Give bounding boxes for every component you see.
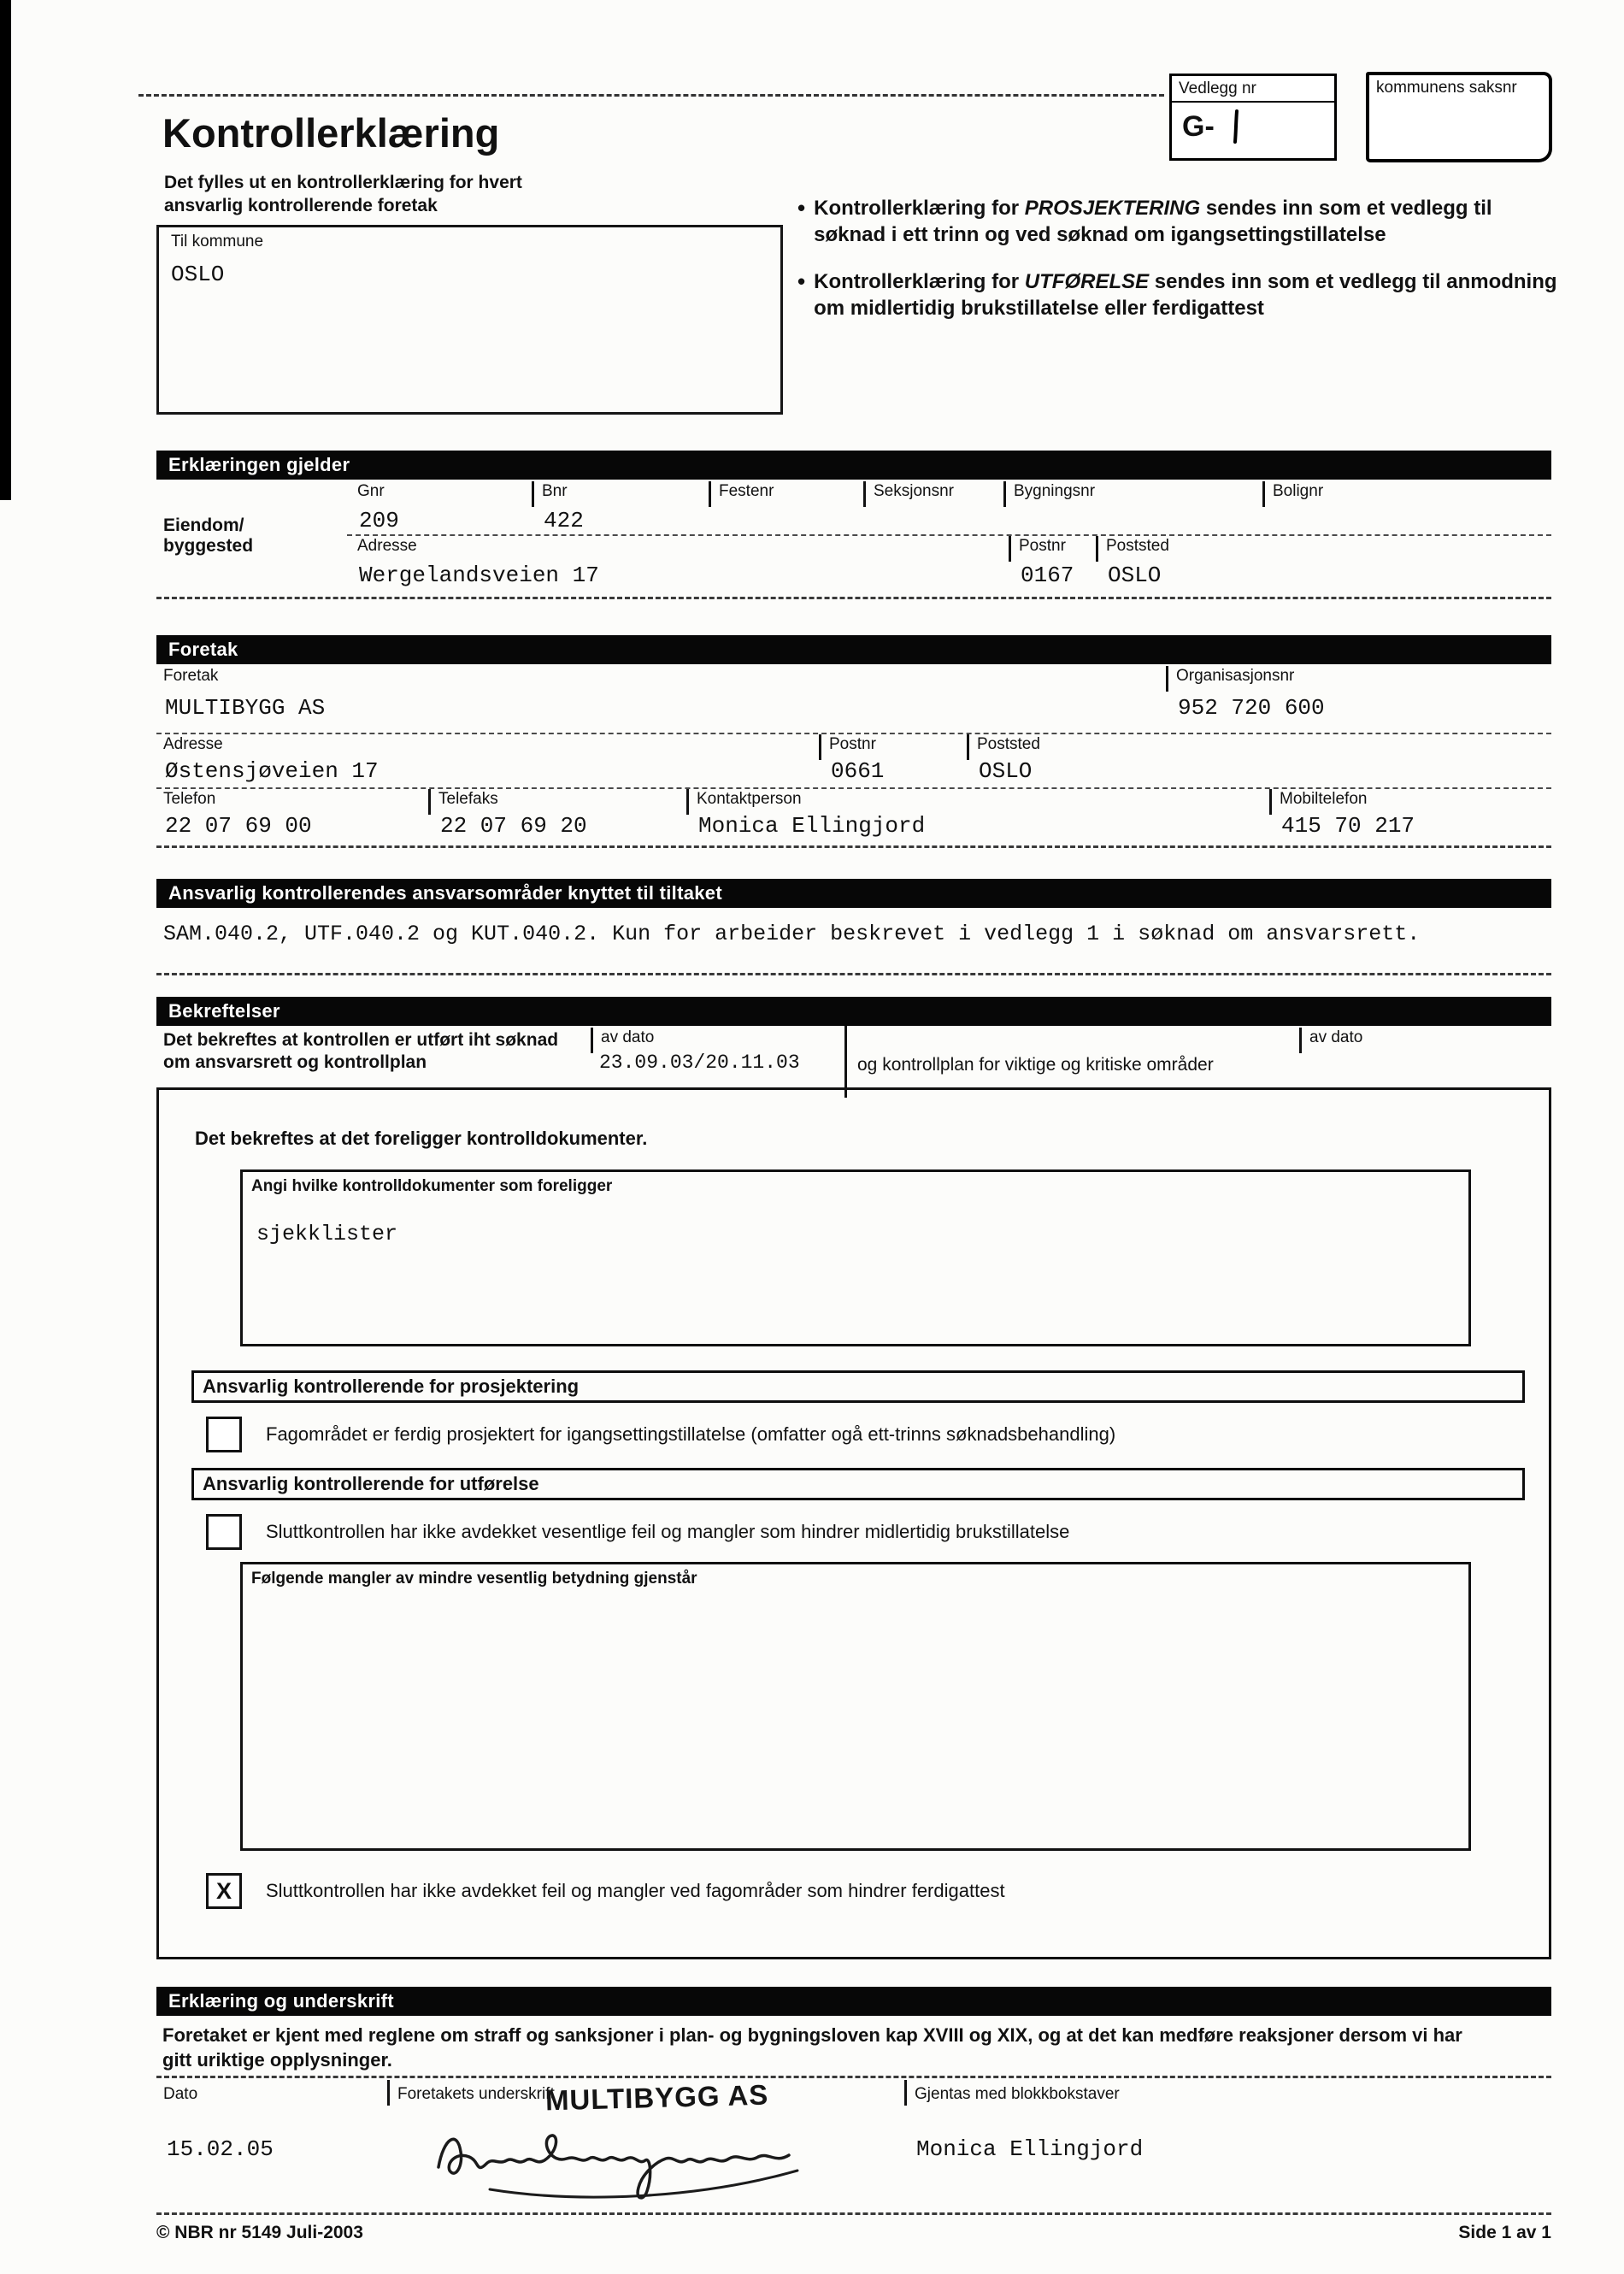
telefaks-value: 22 07 69 20 — [440, 813, 587, 839]
mobiltelefon-label: Mobiltelefon — [1280, 790, 1368, 808]
blokkbokstaver-cell — [904, 2078, 1551, 2213]
bolignr-label: Bolignr — [1273, 482, 1324, 500]
confirm2-text: og kontrollplan for viktige og kritiske områder — [857, 1055, 1214, 1075]
mangler-box — [240, 1562, 1471, 1851]
signature-handwriting — [430, 2114, 815, 2208]
foretak-poststed-cell — [967, 733, 1551, 787]
bullet2-pre: Kontrollerklæring for — [814, 270, 1025, 293]
mangler-box-label: Følgende mangler av mindre vesentlig betydning gjenstår — [251, 1570, 697, 1588]
telefon-cell — [156, 787, 428, 845]
eiendom-label-line1: Eiendom/ — [163, 515, 244, 535]
underskrift-label: Foretakets underskrift — [397, 2085, 555, 2103]
foretak-adresse-label: Adresse — [163, 735, 223, 753]
foretak-postnr-label: Postnr — [829, 735, 876, 753]
legal-text: Foretaket er kjent med reglene om straff og sanksjoner i plan- og bygningsloven kap XVIII og XIX, og at det kan medføre reaksjoner dersom vi har gitt uriktige opplysninger. — [162, 2024, 1462, 2071]
kontaktperson-cell — [686, 787, 1269, 845]
eiendom-adresse-label: Adresse — [357, 537, 417, 555]
eiendom-poststed-label: Poststed — [1106, 537, 1169, 555]
section-bar-foretak — [156, 635, 1551, 664]
eiendom-poststed-cell — [1096, 534, 1551, 597]
telefon-label: Telefon — [163, 790, 216, 808]
bullet1-em: PROSJEKTERING — [1024, 197, 1201, 220]
utforelse-check-row — [206, 1514, 1527, 1550]
orgnr-cell — [1166, 664, 1551, 733]
confirm2-cell — [857, 1026, 1295, 1086]
dok-box — [240, 1169, 1471, 1346]
eiendom-postnr-label: Postnr — [1019, 537, 1066, 555]
eiendom-poststed-value: OSLO — [1108, 563, 1162, 588]
eiendom-adresse-cell — [347, 534, 1009, 597]
foretak-navn-value: MULTIBYGG AS — [165, 695, 326, 721]
bnr-value: 422 — [544, 508, 584, 533]
telefaks-label: Telefaks — [438, 790, 498, 808]
kommunens-saksnr-box — [1366, 72, 1552, 162]
eiendom-table — [156, 480, 1551, 599]
section-title-bekreftelser: Bekreftelser — [168, 1000, 280, 1022]
til-kommune-label: Til kommune — [171, 233, 264, 250]
utforelse-subheader — [191, 1468, 1525, 1500]
prosjektering-subheader — [191, 1370, 1525, 1403]
kommunens-saksnr-label: kommunens saksnr — [1376, 79, 1517, 97]
footer-page-number: Side 1 av 1 — [1458, 2223, 1551, 2242]
section-title-foretak: Foretak — [168, 639, 238, 660]
festenr-label: Festenr — [719, 482, 774, 500]
bullet2-em: UTFØRELSE — [1024, 270, 1150, 293]
avdato1-value: 23.09.03/20.11.03 — [599, 1052, 800, 1074]
kontaktperson-label: Kontaktperson — [697, 790, 802, 808]
foretak-postnr-value: 0661 — [831, 758, 885, 784]
bekreftelser-box — [156, 1087, 1551, 1959]
ansvar-box — [156, 908, 1551, 975]
foretak-navn-label: Foretak — [163, 667, 219, 685]
kontaktperson-value: Monica Ellingjord — [698, 813, 926, 839]
dato-value: 15.02.05 — [167, 2136, 274, 2162]
eiendom-row-label — [156, 515, 347, 557]
prosjektering-checkbox — [206, 1417, 242, 1452]
blokkbokstaver-label: Gjentas med blokkbokstaver — [915, 2085, 1120, 2103]
scan-edge-artifact — [0, 0, 11, 500]
bullet-utforelse — [797, 268, 1562, 321]
confirm1-cell — [156, 1026, 588, 1086]
vedlegg-nr-box — [1169, 74, 1337, 161]
dok-box-label: Angi hvilke kontrolldokumenter som foreligger — [251, 1177, 613, 1195]
avdato2-label: av dato — [1309, 1028, 1363, 1046]
vedlegg-nr-value: G- — [1182, 109, 1215, 143]
prosjektering-check-row — [206, 1417, 1527, 1452]
footer-form-number: © NBR nr 5149 Juli-2003 — [156, 2223, 363, 2242]
blokkbokstaver-value: Monica Ellingjord — [916, 2136, 1144, 2162]
bnr-cell — [532, 480, 709, 534]
telefaks-cell — [428, 787, 686, 845]
bullet1-pre: Kontrollerklæring for — [814, 197, 1025, 220]
confirm1-text: Det bekreftes at kontrollen er utført iht søknad om ansvarsrett og kontrollplan — [163, 1030, 559, 1072]
top-dashed-rule — [138, 94, 1164, 97]
til-kommune-value: OSLO — [171, 262, 225, 287]
eiendom-adresse-value: Wergelandsveien 17 — [359, 563, 599, 588]
avdato1-cell — [591, 1026, 840, 1086]
gnr-value: 209 — [359, 508, 399, 533]
foretak-poststed-label: Poststed — [977, 735, 1040, 753]
bullet-prosjektering — [797, 195, 1562, 248]
festenr-cell — [709, 480, 863, 534]
utforelse-subheader-text: Ansvarlig kontrollerende for utførelse — [203, 1473, 539, 1494]
eiendom-postnr-cell — [1009, 534, 1096, 597]
underskrift-cell — [387, 2078, 900, 2213]
bygningsnr-label: Bygningsnr — [1014, 482, 1096, 500]
dato-label: Dato — [163, 2085, 198, 2103]
avdato2-cell — [1299, 1026, 1551, 1086]
section-title-erklaeringen: Erklæringen gjelder — [168, 454, 350, 475]
page-subtitle: Det fylles ut en kontrollerklæring for hvert ansvarlig kontrollerende foretak — [164, 173, 522, 215]
foretak-table — [156, 664, 1551, 848]
foretak-poststed-value: OSLO — [979, 758, 1033, 784]
ferdigattest-check-text: Sluttkontrollen har ikke avdekket feil og mangler ved fagområder som hindrer ferdigattest — [266, 1880, 1005, 1901]
page-title: Kontrollerklæring — [162, 110, 500, 156]
bygningsnr-cell — [1003, 480, 1262, 534]
section-title-ansvar: Ansvarlig kontrollerendes ansvarsområder knyttet til tiltaket — [168, 882, 722, 904]
bnr-label: Bnr — [542, 482, 568, 500]
handwritten-one-mark — [1230, 108, 1242, 145]
bolignr-cell — [1262, 480, 1551, 534]
avdato1-label: av dato — [601, 1028, 655, 1046]
eiendom-postnr-value: 0167 — [1021, 563, 1074, 588]
bekreftelser-confirm-row — [156, 1026, 1551, 1086]
telefon-value: 22 07 69 00 — [165, 813, 312, 839]
vedlegg-nr-label: Vedlegg nr — [1172, 76, 1334, 103]
orgnr-value: 952 720 600 — [1178, 695, 1325, 721]
signature-row — [156, 2076, 1551, 2213]
section-bar-erklaeringen — [156, 451, 1551, 480]
section-bar-bekreftelser — [156, 997, 1551, 1026]
section-bar-underskrift — [156, 1987, 1551, 2016]
gnr-cell — [347, 480, 532, 534]
dok-confirm-text: Det bekreftes at det foreligger kontrolldokumenter. — [195, 1128, 648, 1149]
company-stamp: MULTIBYGG AS — [544, 2078, 769, 2117]
mobiltelefon-value: 415 70 217 — [1281, 813, 1415, 839]
prosjektering-check-text: Fagområdet er ferdig prosjektert for igangsettingstillatelse (omfatter ogå ett-trinns søknadsbehandling) — [266, 1423, 1116, 1445]
ferdigattest-check-mark: X — [215, 1877, 232, 1904]
eiendom-label-line2: byggested — [163, 536, 254, 556]
info-bullets — [797, 195, 1562, 321]
bullet1-post: sendes inn som et vedlegg til søknad i ett trinn og ved søknad om igangsettingstillatelse — [814, 197, 1492, 246]
section-title-underskrift: Erklæring og underskrift — [168, 1990, 394, 2012]
utforelse-checkbox — [206, 1514, 242, 1550]
seksjonsnr-cell — [863, 480, 1003, 534]
ferdigattest-check-row — [206, 1873, 1527, 1909]
gnr-label: Gnr — [357, 482, 385, 500]
orgnr-label: Organisasjonsnr — [1176, 667, 1295, 685]
ferdigattest-checkbox — [206, 1873, 242, 1909]
foretak-postnr-cell — [819, 733, 967, 787]
foretak-adresse-value: Østensjøveien 17 — [165, 758, 379, 784]
foretak-navn-cell — [156, 664, 1166, 733]
foretak-adresse-cell — [156, 733, 819, 787]
footer — [156, 2212, 1551, 2243]
dok-box-value: sjekklister — [256, 1222, 398, 1246]
til-kommune-box — [156, 225, 783, 415]
mobiltelefon-cell — [1269, 787, 1551, 845]
utforelse-check-text: Sluttkontrollen har ikke avdekket vesentlige feil og mangler som hindrer midlertidig brukstillatelse — [266, 1521, 1070, 1542]
dato-cell — [156, 2078, 387, 2213]
seksjonsnr-label: Seksjonsnr — [874, 482, 954, 500]
ansvar-text: SAM.040.2, UTF.040.2 og KUT.040.2. Kun for arbeider beskrevet i vedlegg 1 i søknad om ansvarsrett. — [163, 922, 1421, 946]
bullet2-post: sendes inn som et vedlegg til anmodning om midlertidig brukstillatelse eller ferdigattest — [814, 270, 1557, 320]
section-bar-ansvar — [156, 879, 1551, 908]
prosjektering-subheader-text: Ansvarlig kontrollerende for prosjektering — [203, 1376, 580, 1397]
